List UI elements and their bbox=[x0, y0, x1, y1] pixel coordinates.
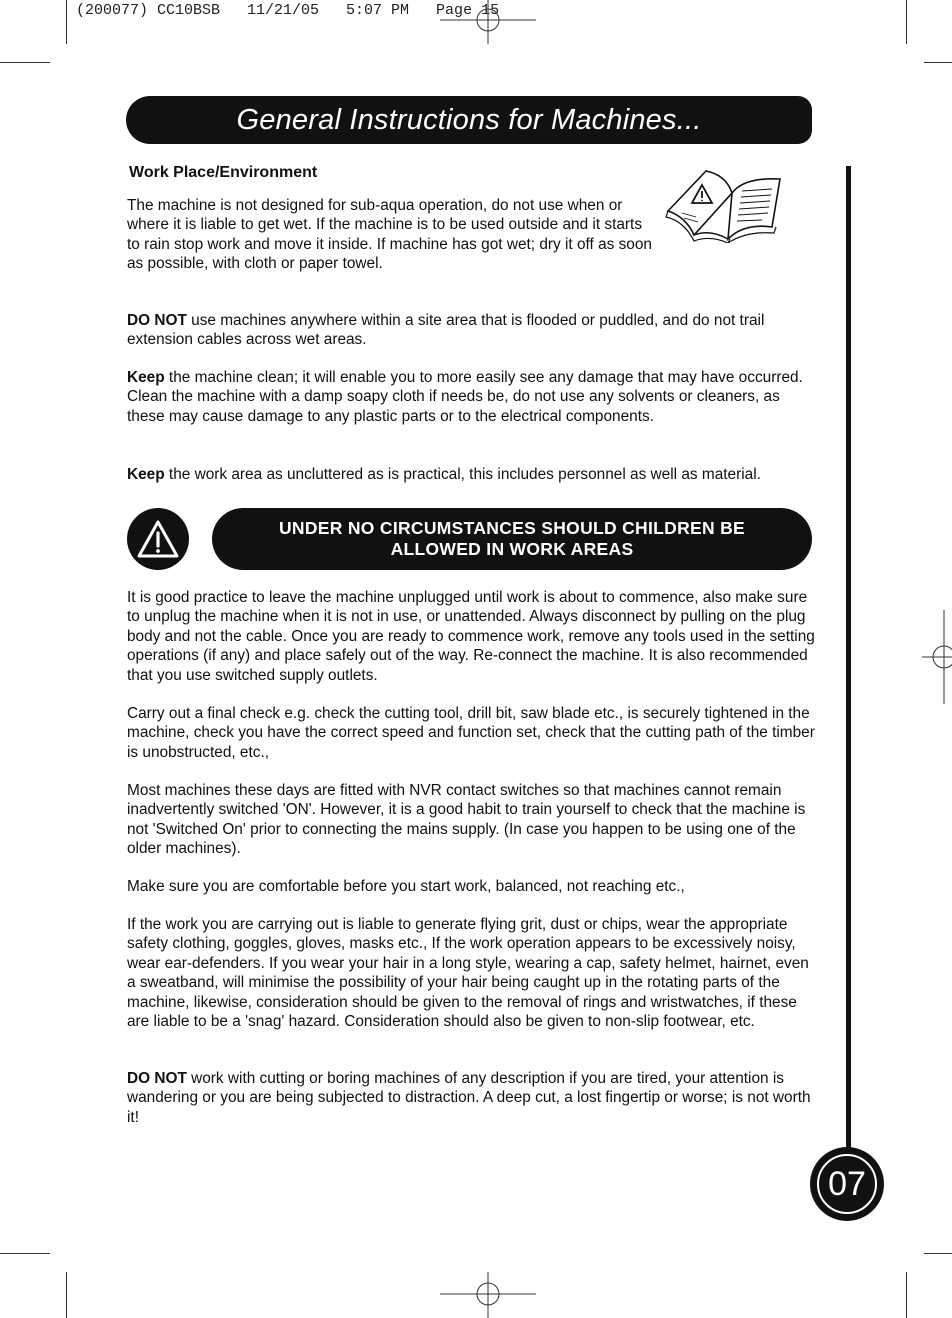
warning-triangle-glyph bbox=[136, 519, 180, 559]
crop-mark bbox=[66, 0, 67, 44]
open-manual-warning-icon bbox=[662, 165, 786, 243]
paragraph-keep-uncluttered: Keep the work area as uncluttered as is practical, this includes personnel as well as material. bbox=[127, 466, 761, 483]
crop-mark bbox=[906, 1272, 907, 1318]
registration-mark-bottom bbox=[440, 1272, 536, 1318]
registration-mark-right bbox=[922, 610, 952, 704]
paragraph-do-not-flooded: DO NOT use machines anywhere within a site area that is flooded or puddled, and do not trail extension cables across wet areas. bbox=[127, 312, 765, 349]
crop-mark bbox=[924, 62, 952, 63]
crop-mark bbox=[906, 0, 907, 44]
page-title-bar bbox=[126, 96, 812, 144]
crop-mark bbox=[924, 1253, 952, 1254]
print-slug: (200077) CC10BSB 11/21/05 5:07 PM Page 15 bbox=[76, 2, 500, 19]
children-warning-banner bbox=[212, 508, 812, 570]
paragraph-safety-clothing: If the work you are carrying out is liable to generate flying grit, dust or chips, wear the appropriate safety clothing, goggles, gloves, masks etc., If the work operation appears to be excessively noisy, wear ear-defenders. If you wear your hair in a long style, wearing a cap, safety helmet, hairnet, even a sweatband, will minimise the possibility of your hair being caught up in the rotating parts of the machine, likewise, consideration should be given to the removal of rings and wristwatches, if these are liable to be a 'snag' hazard. Consideration should also be given to non-slip footwear, etc. bbox=[127, 916, 809, 1031]
section-heading: Work Place/Environment bbox=[129, 164, 318, 181]
page-number: 07 bbox=[817, 1154, 877, 1214]
warning-line-2: ALLOWED IN WORK AREAS bbox=[390, 539, 634, 559]
paragraph-comfortable: Make sure you are comfortable before you start work, balanced, not reaching etc., bbox=[127, 878, 685, 895]
page-title: General Instructions for Machines... bbox=[236, 103, 702, 136]
side-rule bbox=[846, 166, 851, 1156]
page-number-badge bbox=[810, 1147, 884, 1221]
paragraph-unplug: It is good practice to leave the machine unplugged until work is about to commence, also make sure to unplug the machine when it is not in use, or unattended. Always disconnect by pulling on the plug body and not the cable. Once you are ready to commence work, remove any tools used in the setting operations (if any) and place safely out of the way. Re-connect the machine. It is also recommended that you use switched supply outlets. bbox=[127, 589, 815, 684]
warning-triangle-icon bbox=[127, 508, 189, 570]
registration-mark-top bbox=[440, 0, 536, 44]
paragraph-keep-clean: Keep the machine clean; it will enable you to more easily see any damage that may have occurred. Clean the machine with a damp soapy cloth if needs be, do not use any solvents or cleaners, as these may cause damage to any plastic parts or to the electrical components. bbox=[127, 369, 803, 425]
crop-mark bbox=[0, 62, 50, 63]
paragraph-final-check: Carry out a final check e.g. check the cutting tool, drill bit, saw blade etc., is securely tightened in the machine, check you have the correct speed and function set, check that the cutting path of the timber is unobstructed, etc., bbox=[127, 705, 815, 761]
crop-mark bbox=[0, 1253, 50, 1254]
warning-line-1: UNDER NO CIRCUMSTANCES SHOULD CHILDREN BE bbox=[278, 518, 745, 538]
paragraph-nvr-switches: Most machines these days are fitted with NVR contact switches so that machines cannot remain inadvertently switched 'ON'. However, it is a good habit to train yourself to check that the machine is not 'Switched On' prior to connecting the mains supply. (In case you happen to be using one of the older machines). bbox=[127, 782, 806, 858]
crop-mark bbox=[66, 1272, 67, 1318]
paragraph-do-not-tired: DO NOT work with cutting or boring machines of any description if you are tired, your attention is wandering or you are being subjected to distraction. A deep cut, a lost fingertip or worse; is not worth it! bbox=[127, 1070, 811, 1126]
paragraph-wet-conditions: The machine is not designed for sub-aqua operation, do not use when or where it is liable to get wet. If the machine is to be used outside and it starts to rain stop work and move it inside. If machine has got wet; dry it off as soon as possible, with cloth or paper towel. bbox=[127, 197, 652, 273]
